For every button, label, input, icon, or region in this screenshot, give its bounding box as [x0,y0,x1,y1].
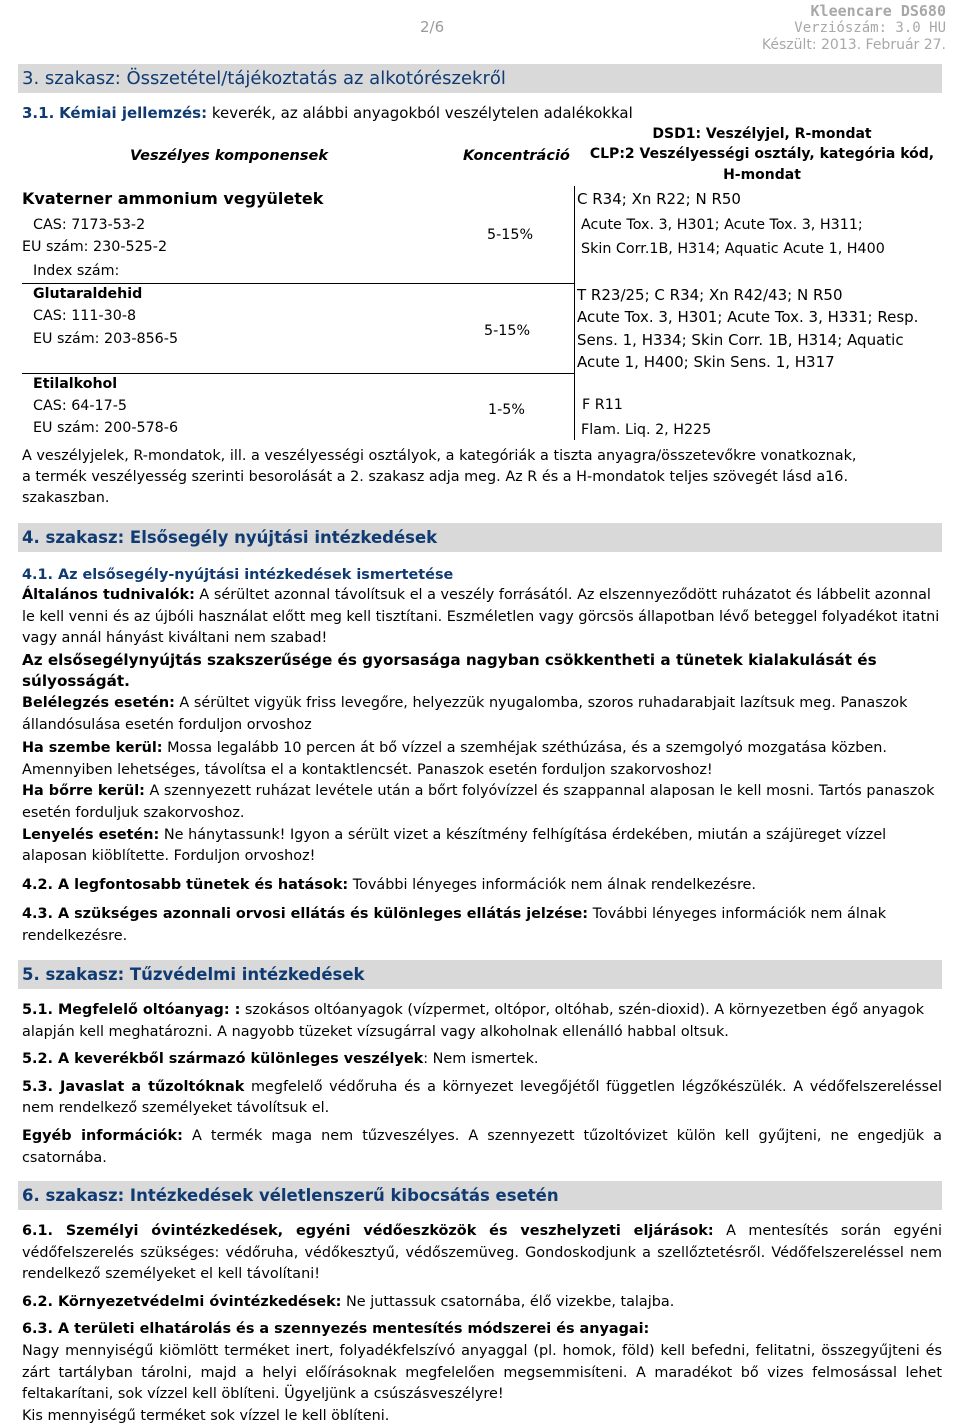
header-components: Veszélyes komponensek [130,148,328,164]
product-name: Kleencare DS680 [810,2,946,20]
component-name: Glutaraldehid [33,286,143,302]
subsection-4-3 [22,904,942,947]
ingestion-info [22,825,942,868]
section-5-heading: 5. szakasz: Tűzvédelmi intézkedések [18,960,942,989]
ingestion-label: Lenyelés esetén: [22,826,160,843]
other-info [22,1126,942,1169]
subsection-5-1-heading: 5.1. Megfelelő oltóanyag: : [22,1002,241,1018]
general-info [22,585,942,650]
inhalation-info [22,693,942,736]
version-number: Verziószám: 3.0 HU [794,20,946,36]
subsection-3-1-text: keverék, az alábbi anyagokból veszélytelen adalékokkal [207,104,633,122]
eye-label: Ha szembe kerül: [22,740,163,757]
component-dsd: C R34; Xn R22; N R50 [577,190,741,208]
header-classification [578,124,946,185]
component-clp: Acute Tox. 3, H301; Acute Tox. 3, H331; Resp. [577,308,919,326]
table-note [22,446,942,509]
inhalation-label: Belélegzés esetén: [22,694,175,711]
component-dsd: T R23/25; C R34; Xn R42/43; N R50 [577,286,843,304]
page-number: 2/6 [420,18,445,36]
subsection-5-3 [22,1077,942,1120]
section-6-body [22,1221,942,1427]
subsection-4-3-text: További lényeges információk nem álnak rendelkezésre. [22,906,887,945]
section-4-body [22,585,942,948]
column-divider [574,186,575,440]
section-3-heading: 3. szakasz: Összetétel/tájékoztatás az alkotórészekről [18,64,942,93]
subsection-4-3-heading: 4.3. A szükséges azonnali orvosi ellátás és különleges ellátás jelzése: [22,906,589,923]
section-4-heading: 4. szakasz: Elsősegély nyújtási intézkedések [18,523,942,552]
subsection-4-1-heading: 4.1. Az elsősegély-nyújtási intézkedések ismertetése [22,567,454,583]
component-eu: EU szám: 203-856-5 [33,331,179,347]
table-note-line: A veszélyjelek, R-mondatok, ill. a veszélyességi osztályok, a kategóriák a tiszta anyagra/összetevőkre vonatkoznak, [22,448,857,464]
component-name: Kvaterner ammonium vegyületek [22,189,324,208]
subsection-5-2-heading: 5.2. A keverékből származó különleges veszélyek [22,1051,424,1068]
subsection-6-3-heading: 6.3. A területi elhatárolás és a szennyezés mentesítés módszerei és anyagai: [22,1321,650,1338]
component-cas: CAS: 7173-53-2 [33,217,146,233]
issue-date: Készült: 2013. Február 27. [761,36,946,53]
header-concentration: Koncentráció [463,148,570,164]
subsection-6-3-text: Kis mennyiségű terméket sok vízzel le kell öblíteni. [22,1407,390,1424]
subsection-4-2-text: További lényeges információk nem álnak rendelkezésre. [348,876,756,893]
subsection-6-1-heading: 6.1. Személyi óvintézkedések, egyéni védőeszközök és veszhelyzeti eljárások: [22,1223,714,1239]
subsection-3-1-title: Kémiai jellemzés: [59,104,208,122]
section-6-heading: 6. szakasz: Intézkedések véletlenszerű kibocsátás esetén [18,1181,942,1210]
other-info-label: Egyéb információk: [22,1128,183,1145]
header-clp: CLP:2 Veszélyességi osztály, kategória kód, [589,146,935,163]
table-note-line: a termék veszélyesség szerinti besorolását a 2. szakasz adja meg. Az R és a H-mondatok teljes szövegét lásd a16. [22,468,849,485]
component-concentration: 1-5% [488,402,525,418]
subsection-5-3-heading: 5.3. Javaslat a tűzoltóknak [22,1078,245,1095]
component-cas: CAS: 111-30-8 [33,308,137,324]
subsection-4-2-heading: 4.2. A legfontosabb tünetek és hatások: [22,876,349,893]
subsection-3-1 [22,104,633,124]
skin-text: A szennyezett ruházat levétele után a bőrt folyóvízzel és szappannal alaposan le kell mosni. Tartós panaszok esetén forduljuk szakorvoshoz. [22,783,935,822]
first-aid-note: Az elsősegélynyújtás szakszerűsége és gyorsasága nagyban csökkentheti a tünetek kialakulását és súlyosságát. [22,650,877,691]
subsection-6-2-heading: 6.2. Környezetvédelmi óvintézkedések: [22,1293,342,1310]
subsection-5-1-text: szokásos oltóanyagok (vízpermet, oltópor, oltóhab, szén-dioxid). A környezetben égő anyagok alapján kell meghatározni. A nagyobb tüzeket vízsugárral vagy alkoholnak ellenálló habbal oltsuk. [22,1002,925,1040]
skin-label: Ha bőrre kerül: [22,783,145,800]
general-info-label: Általános tudnivalók: [22,587,195,603]
inhalation-text: A sérültet vigyük friss levegőre, helyezzük nyugalomba, szoros ruhadarabjait lazítsuk meg. Panaszok állandósulása esetén forduljon orvoshoz [22,694,908,733]
subsection-5-3-text: megfelelő védőruha és a környezet levegőjétől független légzőkészülék. A védőfelszereléssel nem rendelkező személyeket távolítsuk el. [22,1078,942,1117]
subsection-4-2 [22,875,942,897]
eye-text: Mossa legalább 10 percen át bő vízzel a szemhéjak széthúzása, és a szemgolyó mozgatása közben. Amennyiben lehetséges, távolítsa el a kontaktlencsét. Panaszok esetén forduljon szakorvoshoz! [22,740,887,778]
component-concentration: 5-15% [487,227,534,243]
ingestion-text: Ne hánytassunk! Igyon a sérült vizet a készítmény felhígítása érdekében, miután a szájüreget vízzel alaposan kiöblítette. Forduljon orvoshoz! [22,826,887,865]
table-note-line: szakaszban. [22,489,110,506]
row-divider [22,373,574,374]
component-eu: EU szám: 230-525-2 [22,239,168,255]
subsection-6-2 [22,1292,942,1314]
other-info-text: A termék maga nem tűzveszélyes. A szennyezett tűzoltóvizet külön kell gyűjteni, ne engedjük a csatornába. [22,1128,942,1166]
component-clp: Flam. Liq. 2, H225 [581,422,712,438]
subsection-3-1-number: 3.1. [22,104,55,122]
general-info-text: A sérültet azonnal távolítsuk el a veszély forrásától. Az elszennyeződött ruházatot és lábbelit azonnal le kell venni és az újbóli használat előtt meg kell tisztítani. Eszméletlen vagy görcsös állapotban lévő beteggel folyadékot itatni vagy annál hányást kiváltani nem szabad! [22,587,940,647]
component-clp: Sens. 1, H334; Skin Corr. 1B, H314; Aquatic [577,331,904,349]
component-dsd: F R11 [582,397,623,413]
subsection-5-2 [22,1049,942,1071]
subsection-6-2-text: Ne juttassuk csatornába, élő vizekbe, talajba. [341,1293,675,1310]
subsection-5-2-text: : Nem ismertek. [423,1051,539,1068]
header-h-phrase: H-mondat [723,166,801,183]
component-clp: Acute Tox. 3, H301; Acute Tox. 3, H311; [581,217,863,233]
subsection-6-1 [22,1221,942,1286]
component-eu: EU szám: 200-578-6 [33,420,179,436]
subsection-5-1 [22,1000,942,1043]
skin-info [22,781,942,824]
component-clp: Acute 1, H400; Skin Sens. 1, H317 [577,353,835,371]
component-concentration: 5-15% [484,323,531,339]
component-clp: Skin Corr.1B, H314; Aquatic Acute 1, H400 [581,241,885,257]
row-divider [22,283,574,284]
component-name: Etilalkohol [33,376,118,392]
component-index: Index szám: [33,263,120,279]
subsection-6-3-text: Nagy mennyiségű kiömlött terméket inert, folyadékfelszívó anyaggal (pl. homok, föld) kell befedni, felitatni, összegyűjteni és zárt tartályban tárolni, majd a helyi előírásoknak megfelelően megsemmisíteni. A maradékot bő vizes felmosással lehet feltakarítani, sok vízzel kell öblíteni. Ügyeljünk a csúszásveszélyre! [22,1343,942,1403]
component-cas: CAS: 64-17-5 [33,398,127,414]
subsection-6-1-text: A mentesítés során egyéni védőfelszerelés szükséges: védőruha, védőkesztyű, védőszemüveg. Gondoskodjunk a szellőztetésről. Védőfelszereléssel nem rendelkező személyeket el kell távolítani! [22,1223,942,1283]
document-meta [762,2,946,54]
section-5-body [22,1000,942,1169]
eye-info [22,738,942,781]
header-dsd: DSD1: Veszélyjel, R-mondat [652,126,872,142]
